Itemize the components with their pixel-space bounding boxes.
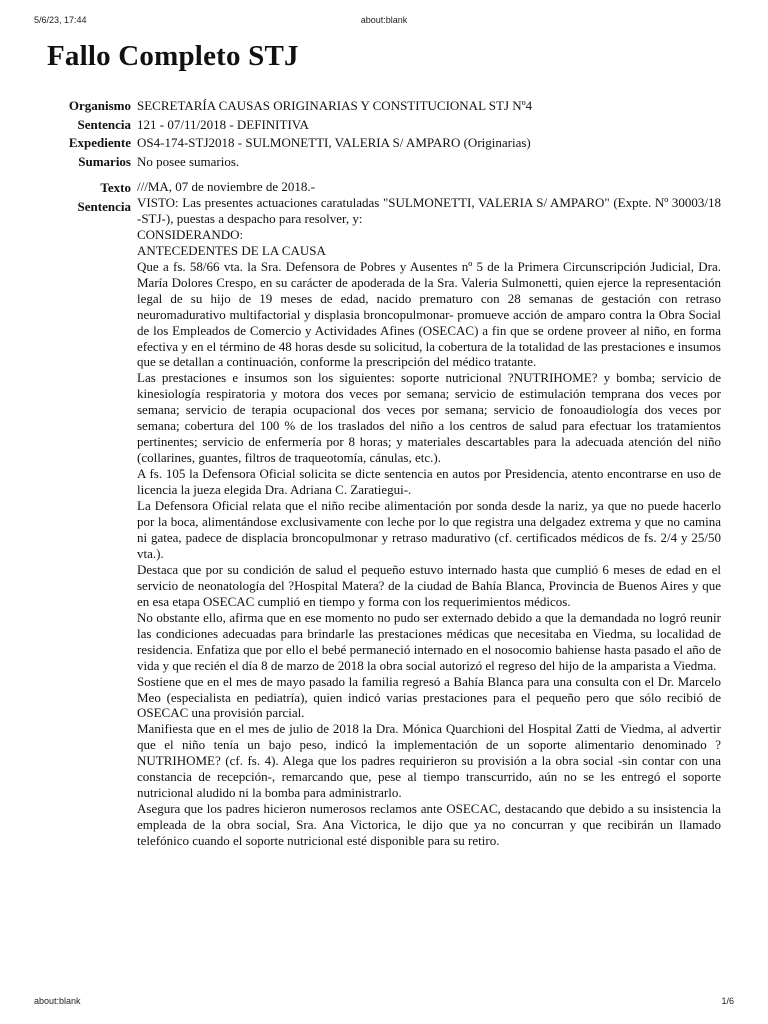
paragraph: Sostiene que en el mes de mayo pasado la familia regresó a Bahía Blanca para una consulta con el Dr. Marcelo Meo (especialista en pediatría), quien indicó varias prestaciones para el pequeño pero que sólo recibió de OSECAC una provisión parcial. <box>137 673 721 721</box>
paragraph: Las prestaciones e insumos son los siguientes: soporte nutricional ?NUTRIHOME? y bomba; servicio de kinesiología respiratoria y motora dos veces por semana; servicio de estimulación temprana dos veces por semana; servicio de terapia ocupacional dos veces por semana; servicio de fonoaudiología dos veces por semana; cobertura del 100 % de los traslados del niño a los centros de salud para efectuar los tratamientos pertinentes; servicio de enfermería por 8 horas; y materiales descartables para la adecuada atención del niño (collarines, guantes, filtros de traqueotomía, cánulas, etc.). <box>137 370 721 466</box>
metadata-value: OS4-174-STJ2018 - SULMONETTI, VALERIA S/ AMPARO (Originarias) <box>137 135 531 151</box>
paragraph: Destaca que por su condición de salud el pequeño estuvo internado hasta que cumplió 6 meses de edad en el servicio de neonatología del ?Hospital Matera? de la ciudad de Bahía Blanca, Provincia de Buenos Aires y que en esa etapa OSECAC cumplió en tiempo y forma con los requerimientos médicos. <box>137 561 721 609</box>
metadata-row-organismo <box>47 97 727 116</box>
case-metadata-table <box>47 97 727 172</box>
texto-sentencia-label: Texto Sentencia <box>77 180 131 214</box>
print-url: about:blank <box>34 996 81 1006</box>
page-title: Fallo Completo STJ <box>47 40 299 72</box>
metadata-label: Sentencia <box>77 116 131 132</box>
metadata-row-sumarios <box>47 153 727 172</box>
paragraph: CONSIDERANDO: <box>137 226 244 242</box>
print-header <box>0 15 768 29</box>
paragraph: A fs. 105 la Defensora Oficial solicita se dicte sentencia en autos por Presidencia, atento encontrarse en uso de licencia la jueza elegida Dra. Adriana C. Zaratiegui-. <box>137 466 721 498</box>
paragraph: No obstante ello, afirma que en ese momento no pudo ser externado debido a que la demandada no logró reunir las condiciones adecuadas para brindarle las prestaciones médicas que necesitaba en Viedma, su localidad de residencia. Enfatiza que por ello el bebé permaneció internado en el nosocomio bahiense hasta pasado el año de vida y que recién el día 8 de marzo de 2018 la obra social autorizó el regreso del hijo de la amparista a Viedma. <box>137 609 721 673</box>
metadata-row-sentencia <box>47 116 727 135</box>
metadata-label: Sumarios <box>78 154 131 170</box>
paragraph: Manifiesta que en el mes de julio de 2018 la Dra. Mónica Quarchioni del Hospital Zatti de Viedma, al advertir que el niño tenía un bajo peso, indicó la implementación de un soporte alimentario denominado ?NUTRIHOME? (cf. fs. 4). Alega que los padres requirieron su provisión a la obra social -sin contar con una constancia de recepción-, remarcando que, pese al tiempo transcurrido, aún no se les entregó el soporte nutricional aludido ni la bomba para administrarlo. <box>137 721 721 801</box>
paragraph: La Defensora Oficial relata que el niño recibe alimentación por sonda desde la nariz, ya que no puede hacerlo por la boca, alimentándose exclusivamente con leche por lo que registra una delgadez extrema y que no camina ni gatea, padece de displacia broncopulmonar y retraso madurativo (cf. certificados médicos de fs. 2/4 y 25/50 vta.). <box>137 498 721 561</box>
metadata-row-expediente <box>47 134 727 153</box>
sentencia-text <box>137 179 721 849</box>
print-datetime: 5/6/23, 17:44 <box>34 15 87 25</box>
print-page-number: 1/6 <box>721 996 734 1006</box>
metadata-value: 121 - 07/11/2018 - DEFINITIVA <box>137 116 309 132</box>
paragraph: ANTECEDENTES DE LA CAUSA <box>137 242 326 258</box>
print-page-title: about:blank <box>360 15 408 25</box>
metadata-label: Organismo <box>68 98 131 113</box>
print-footer <box>0 996 768 1010</box>
metadata-value: No posee sumarios. <box>137 154 240 170</box>
paragraph: VISTO: Las presentes actuaciones caratuladas "SULMONETTI, VALERIA S/ AMPARO" (Expte. Nº 30003/18 -STJ-), puestas a despacho para resolver, y: <box>137 194 721 226</box>
metadata-label: Expediente <box>68 135 131 151</box>
paragraph: ///MA, 07 de noviembre de 2018.- <box>137 179 315 194</box>
paragraph: Que a fs. 58/66 vta. la Sra. Defensora de Pobres y Ausentes nº 5 de la Primera Circunscripción Judicial, Dra. María Dolores Crespo, en su carácter de apoderada de la Sra. Valeria Sulmonetti, quien ejerce la representación legal de su hijo de 19 meses de edad, nacido prematuro con 28 semanas de gestación con retraso neuromadurativo multifactorial y displasia broncopulmonar- promueve acción de amparo contra la Obra Social de los Empleados de Comercio y Actividades Afines (OSECAC) a fin que se ordene proveer al niño, en forma efectiva y en el término de 48 horas desde su solicitud, la cobertura de la totalidad de las prestaciones e insumos que se detallan a continuación, conforme la prescripción del médico tratante. <box>137 258 721 370</box>
paragraph: Asegura que los padres hicieron numerosos reclamos ante OSECAC, destacando que debido a su insistencia la empleada de la obra social, Sra. Ana Victorica, le dijo que ya no concurran y que recibirán un llamado telefónico cuando el soporte nutricional esté disponible para su retiro. <box>137 801 721 849</box>
metadata-value: SECRETARÍA CAUSAS ORIGINARIAS Y CONSTITUCIONAL STJ Nº4 <box>137 98 533 113</box>
